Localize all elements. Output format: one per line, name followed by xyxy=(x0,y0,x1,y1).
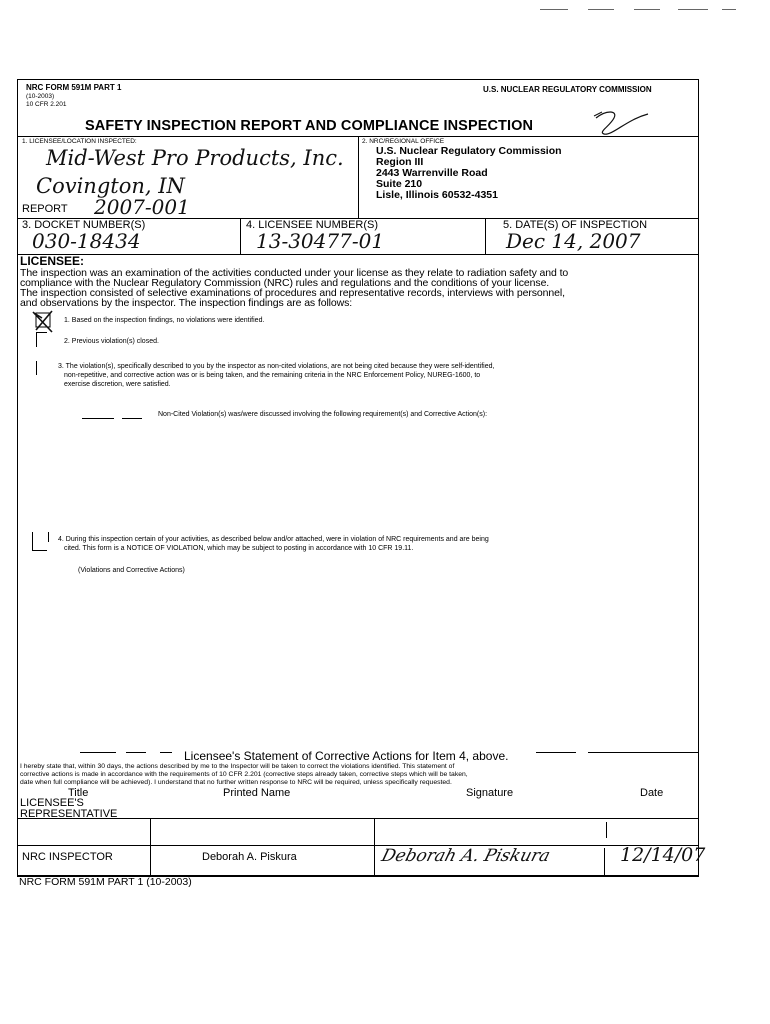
row-licensee-title: LICENSEE'S REPRESENTATIVE xyxy=(20,797,118,820)
inspection-date-value: Dec 14, 2007 xyxy=(506,229,641,253)
office-line: Region III xyxy=(376,156,424,168)
docket-label: 3. DOCKET NUMBER(S) xyxy=(22,219,146,231)
inspection-date-label: 5. DATE(S) OF INSPECTION xyxy=(503,219,648,231)
licensee-city: Covington, IN xyxy=(36,174,185,198)
statement-text xyxy=(20,763,698,787)
licensee-label: 1. LICENSEE/LOCATION INSPECTED: xyxy=(22,138,137,145)
initials-mark xyxy=(588,106,658,146)
finding-item-3 xyxy=(58,362,698,389)
report-number: 2007-001 xyxy=(94,195,190,219)
licensee-name: Mid-West Pro Products, Inc. xyxy=(46,146,344,170)
statement-line: date when full compliance will be achieved). I understand that no further written response to NRC will be required, unless specifically requested. xyxy=(20,779,452,786)
office-line: Lisle, Illinois 60532-4351 xyxy=(376,189,498,201)
intro-line: compliance with the Nuclear Regulatory Commission (NRC) rules and regulations and the conditions of your license. xyxy=(20,277,550,289)
docket-value: 030-18434 xyxy=(32,229,141,253)
item3-line: non-repetitive, and corrective action was or is being taken, and the remaining criteria in the NRC Enforcement Policy, NUREG-1600, to xyxy=(64,372,481,379)
intro-text xyxy=(20,268,698,308)
license-number-value: 13-30477-01 xyxy=(256,229,385,253)
ncv-text: Non-Cited Violation(s) was/were discussed involving the following requirement(s) and Corrective Action(s): xyxy=(158,411,488,418)
row-inspector-title: NRC INSPECTOR xyxy=(22,851,113,863)
item4-line: cited. This form is a NOTICE OF VIOLATION, which may be subject to posting in accordance with 10 CFR 19.11. xyxy=(64,545,414,552)
inspection-form xyxy=(17,79,706,877)
license-number-label: 4. LICENSEE NUMBER(S) xyxy=(246,219,379,231)
intro-line: The inspection consisted of selective examinations of procedures and representative records, interviews with personnel, xyxy=(20,287,565,299)
form-cfr: 10 CFR 2.201 xyxy=(26,101,67,108)
regional-office-label: 2. NRC/REGIONAL OFFICE xyxy=(362,138,445,145)
form-date: (10-2003) xyxy=(26,93,55,100)
agency-name: U.S. NUCLEAR REGULATORY COMMISSION xyxy=(483,85,652,94)
inspector-sign-date: 12/14/07 xyxy=(620,844,706,866)
form-id: NRC FORM 591M PART 1 xyxy=(26,83,122,92)
finding-item-2: 2. Previous violation(s) closed. xyxy=(64,338,159,345)
statement-line: I hereby state that, within 30 days, the actions described by me to the Inspector will be taken to correct the violations identified. This statement of xyxy=(20,763,455,770)
violations-label: (Violations and Corrective Actions) xyxy=(78,567,185,574)
col-printed-name: Printed Name xyxy=(223,787,291,799)
form-title: SAFETY INSPECTION REPORT AND COMPLIANCE INSPECTION xyxy=(85,118,534,134)
col-signature: Signature xyxy=(466,787,514,799)
office-line: Suite 210 xyxy=(376,178,423,190)
regional-office-address xyxy=(376,146,562,201)
statement-line: corrective actions is made in accordance with the requirements of 10 CFR 2.201 (corrective steps already taken, corrective steps which will be taken, xyxy=(20,771,468,778)
item3-line: exercise discretion, were satisfied. xyxy=(64,381,171,388)
office-line: 2443 Warrenville Road xyxy=(376,167,488,179)
statement-heading: Licensee's Statement of Corrective Actions for Item 4, above. xyxy=(184,749,509,763)
licensee-heading: LICENSEE: xyxy=(20,254,85,268)
report-label: REPORT xyxy=(22,203,68,215)
item4-checkbox[interactable] xyxy=(32,532,47,551)
finding-item-4 xyxy=(58,535,698,553)
finding-item-1: 1. Based on the inspection findings, no violations were identified. xyxy=(64,317,265,324)
col-title: Title xyxy=(68,787,89,799)
item3-line: 3. The violation(s), specifically described to you by the inspector as non-cited violations, are not being cited because they were self-identified, xyxy=(58,363,495,370)
intro-line: and observations by the inspector. The inspection findings are as follows: xyxy=(20,297,353,309)
item2-checkbox[interactable] xyxy=(36,332,47,347)
item3-checkbox[interactable] xyxy=(36,361,37,375)
intro-line: The inspection was an examination of the activities conducted under your license as they relate to radiation safety and to xyxy=(20,267,569,279)
inspector-signature: Deborah A. Piskura xyxy=(379,846,553,866)
item4-line: 4. During this inspection certain of your activities, as described below and/or attached, were in violation of NRC requirements and are being xyxy=(58,536,489,543)
col-date: Date xyxy=(640,787,664,799)
footer-form-id: NRC FORM 591M PART 1 (10-2003) xyxy=(19,876,192,888)
inspector-printed-name: Deborah A. Piskura xyxy=(202,851,297,863)
office-line: U.S. Nuclear Regulatory Commission xyxy=(376,145,562,157)
